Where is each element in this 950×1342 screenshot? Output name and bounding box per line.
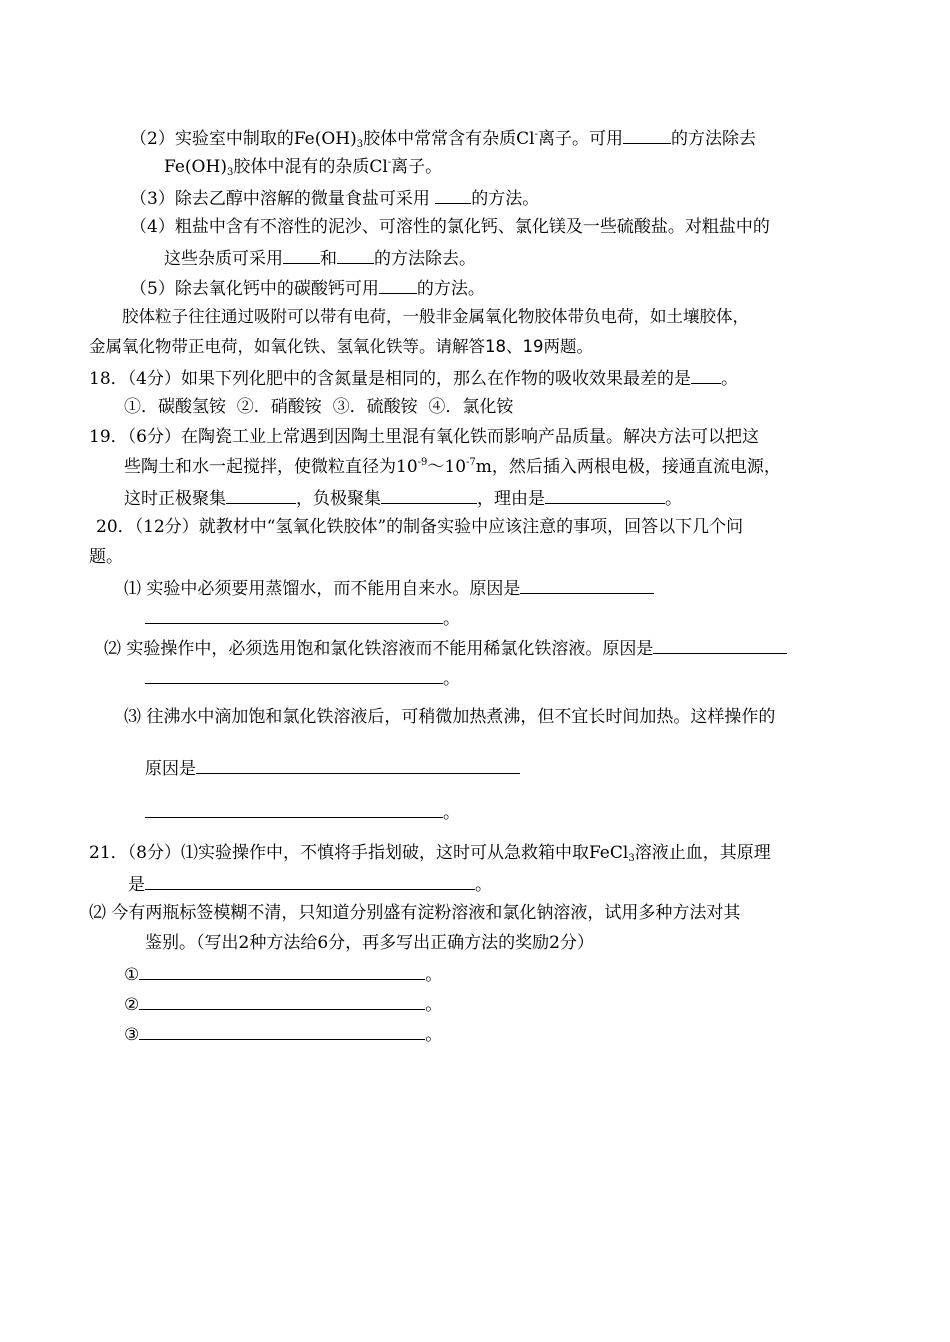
answer-blank: [196, 756, 520, 774]
question-18-line: 18．（4分）如果下列化肥中的含氮量是相同的，那么在作物的吸收效果最差的是 。: [89, 366, 738, 390]
answer-blank: [520, 576, 654, 594]
question-20-part-3-blank: 。: [145, 800, 460, 824]
answer-blank: [139, 992, 425, 1010]
answer-blank: [139, 1022, 425, 1040]
method-3-line: ③ 。: [124, 1022, 442, 1046]
question-21-part-2: ⑵ 今有两瓶标签模糊不清，只知道分别盛有淀粉溶液和氯化钠溶液，试用多种方法对其: [89, 903, 741, 923]
question-20-part-2-blank: 。: [145, 666, 460, 690]
answer-blank: [653, 636, 787, 654]
question-21-part-2-cont: 鉴别。（写出2种方法给6分，再多写出正确方法的奖励2分）: [145, 933, 594, 953]
answer-blank: [623, 126, 671, 144]
answer-blank: [545, 486, 665, 504]
question-21-line-cont: 是 。: [128, 872, 492, 896]
question-20-part-3-reason: 原因是: [145, 756, 520, 780]
question-3-line: （3）除去乙醇中溶解的微量食盐可采用 的方法。: [130, 186, 539, 210]
question-2-line: （2）实验室中制取的$Fe(OH)_3$胶体中常常含有杂质Cl-离子。可用 的方法除去: [130, 126, 756, 150]
answer-blank: [337, 246, 374, 264]
answer-blank: [691, 366, 721, 384]
question-19-line: 19．（6分）在陶瓷工业上常遇到因陶土里混有氧化铁而影响产品质量。解决方法可以把这: [89, 427, 759, 447]
question-20-part-1-blank: 。: [145, 606, 460, 630]
answer-blank: [145, 800, 443, 818]
answer-blank: [226, 486, 296, 504]
colloid-intro-line-1: 胶体粒子往往通过吸附可以带有电荷，一般非金属氧化物胶体带负电荷，如土壤胶体，: [122, 307, 749, 326]
question-19-line-answer: 这时正极聚集 ，负极聚集 ，理由是 。: [124, 486, 682, 510]
question-20-line-cont: 题。: [89, 547, 123, 567]
question-20-part-1: ⑴ 实验中必须要用蒸馏水，而不能用自来水。原因是: [124, 576, 654, 600]
question-5-line: （5）除去氧化钙中的碳酸钙可用 的方法。: [130, 276, 485, 300]
question-4-line-cont: 这些杂质可采用 和 的方法除去。: [164, 246, 476, 270]
colloid-intro-line-2: 金属氧化物带正电荷，如氧化铁、氢氧化铁等。请解答18、19两题。: [89, 337, 593, 356]
answer-blank: [145, 872, 475, 890]
question-21-line: 21．（8分）⑴实验操作中，不慎将手指划破，这时可从急救箱中取FeCl$_3$溶液止血，其原理: [89, 843, 771, 864]
answer-blank: [145, 666, 443, 684]
question-20-part-3: ⑶ 往沸水中滴加饱和氯化铁溶液后，可稍微加热煮沸，但不宜长时间加热。这样操作的: [124, 707, 776, 727]
answer-blank: [139, 962, 425, 980]
question-2-line-cont: $Fe(OH)_3$胶体中混有的杂质Cl-离子。: [164, 157, 443, 178]
answer-blank: [379, 276, 417, 294]
question-18-options: ①．碳酸氢铵 ②．硝酸铵 ③．硫酸铵 ④．氯化铵: [124, 397, 514, 417]
answer-blank: [283, 246, 320, 264]
answer-blank: [381, 486, 477, 504]
question-4-line: （4）粗盐中含有不溶性的泥沙、可溶性的氯化钙、氯化镁及一些硫酸盐。对粗盐中的: [130, 217, 770, 237]
question-20-part-2: ⑵ 实验操作中，必须选用饱和氯化铁溶液而不能用稀氯化铁溶液。原因是: [104, 636, 787, 660]
question-19-line-cont: 些陶土和水一起搅拌，使微粒直径为$10^{-9}\sim 10^{-7}m$，然后插入两根电极，接通直流电源，: [124, 457, 781, 477]
answer-blank: [145, 606, 443, 624]
answer-blank: [435, 186, 471, 204]
method-2-line: ② 。: [124, 992, 442, 1016]
method-1-line: ① 。: [124, 962, 442, 986]
question-20-line: 20．（12分）就教材中“氢氧化铁胶体”的制备实验中应该注意的事项，回答以下几个问: [96, 517, 744, 537]
